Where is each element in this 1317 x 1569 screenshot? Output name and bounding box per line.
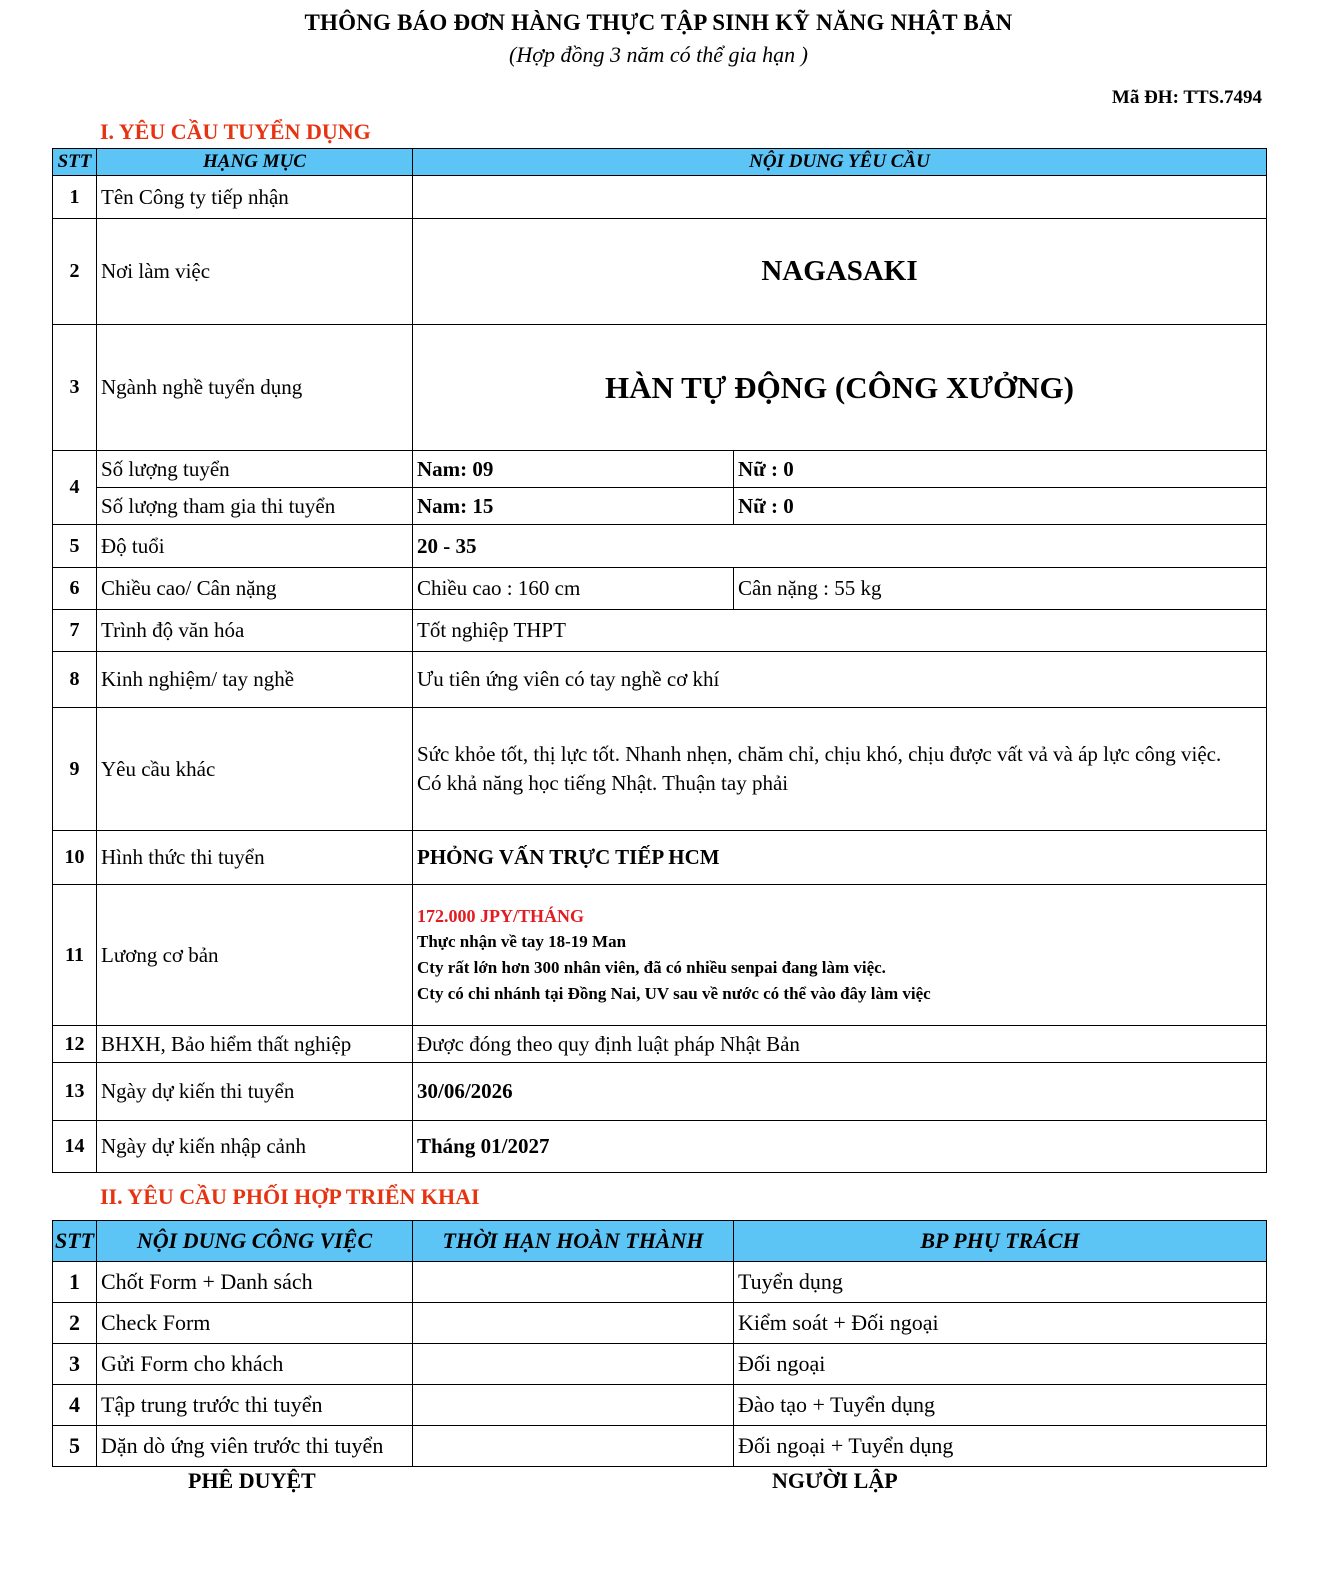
row-label: Ngày dự kiến nhập cảnh bbox=[97, 1121, 413, 1173]
female-count: Nữ : 0 bbox=[734, 451, 1267, 488]
row-number: 4 bbox=[53, 451, 97, 525]
table-row bbox=[53, 1026, 1267, 1063]
row-label: Độ tuổi bbox=[97, 525, 413, 568]
age-range: 20 - 35 bbox=[413, 525, 1267, 568]
task-label: Tập trung trước thi tuyển bbox=[97, 1385, 413, 1426]
table-header-row bbox=[53, 1221, 1267, 1262]
row-label: Tên Công ty tiếp nhận bbox=[97, 176, 413, 219]
creator-signature-label: NGƯỜI LẬP bbox=[772, 1468, 898, 1493]
header-content: NỘI DUNG YÊU CẦU bbox=[413, 149, 1267, 176]
table-row bbox=[53, 1262, 1267, 1303]
row-label: Yêu cầu khác bbox=[97, 708, 413, 831]
task-label: Chốt Form + Danh sách bbox=[97, 1262, 413, 1303]
deadline-cell bbox=[413, 1262, 734, 1303]
salary-line-1: Thực nhận về tay 18-19 Man bbox=[417, 932, 627, 951]
row-label: Trình độ văn hóa bbox=[97, 610, 413, 652]
row-label: BHXH, Bảo hiểm thất nghiệp bbox=[97, 1026, 413, 1063]
row-number: 1 bbox=[53, 176, 97, 219]
header-stt: STT bbox=[53, 1221, 97, 1262]
approval-signature-label: PHÊ DUYỆT bbox=[188, 1468, 316, 1493]
header-deadline: THỜI HẠN HOÀN THÀNH bbox=[413, 1221, 734, 1262]
table-row bbox=[53, 525, 1267, 568]
row-number: 3 bbox=[53, 325, 97, 451]
section-1-heading: I. YÊU CẦU TUYỂN DỤNG bbox=[100, 119, 371, 144]
deadline-cell bbox=[413, 1303, 734, 1344]
dept-cell: Đối ngoại bbox=[734, 1344, 1267, 1385]
work-location: NAGASAKI bbox=[413, 219, 1267, 325]
table-row bbox=[53, 219, 1267, 325]
task-label: Check Form bbox=[97, 1303, 413, 1344]
table-row bbox=[53, 1063, 1267, 1121]
table-row bbox=[53, 1303, 1267, 1344]
requirements-line-2: Có khả năng học tiếng Nhật. Thuận tay phải bbox=[417, 771, 789, 795]
row-number: 4 bbox=[53, 1385, 97, 1426]
row-number: 9 bbox=[53, 708, 97, 831]
table-row bbox=[53, 325, 1267, 451]
row-value bbox=[413, 176, 1267, 219]
deadline-cell bbox=[413, 1426, 734, 1467]
header-task: NỘI DUNG CÔNG VIỆC bbox=[97, 1221, 413, 1262]
dept-cell: Kiểm soát + Đối ngoại bbox=[734, 1303, 1267, 1344]
row-label: Hình thức thi tuyển bbox=[97, 831, 413, 885]
row-number: 10 bbox=[53, 831, 97, 885]
row-number: 1 bbox=[53, 1262, 97, 1303]
task-label: Dặn dò ứng viên trước thi tuyển bbox=[97, 1426, 413, 1467]
table-row bbox=[53, 652, 1267, 708]
table-row bbox=[53, 488, 1267, 525]
table-row bbox=[53, 708, 1267, 831]
salary-details bbox=[413, 885, 1267, 1026]
dept-cell: Đào tạo + Tuyển dụng bbox=[734, 1385, 1267, 1426]
document-title: THÔNG BÁO ĐƠN HÀNG THỰC TẬP SINH KỸ NĂNG NHẬT BẢN bbox=[304, 10, 1013, 35]
row-label: Chiều cao/ Cân nặng bbox=[97, 568, 413, 610]
height-value: Chiều cao : 160 cm bbox=[413, 568, 734, 610]
experience-value: Ưu tiên ứng viên có tay nghề cơ khí bbox=[413, 652, 1267, 708]
table-row bbox=[53, 568, 1267, 610]
requirements-table bbox=[52, 148, 1267, 1173]
table-row bbox=[53, 610, 1267, 652]
requirements-line-1: Sức khỏe tốt, thị lực tốt. Nhanh nhẹn, chăm chỉ, chịu khó, chịu được vất vả và áp lực công việc. bbox=[417, 742, 1222, 766]
section-2-heading: II. YÊU CẦU PHỐI HỢP TRIỂN KHAI bbox=[100, 1184, 480, 1209]
row-number: 8 bbox=[53, 652, 97, 708]
row-number: 6 bbox=[53, 568, 97, 610]
salary-line-2: Cty rất lớn hơn 300 nhân viên, đã có nhiều senpai đang làm việc. bbox=[417, 958, 886, 977]
table-row bbox=[53, 1426, 1267, 1467]
row-label: Kinh nghiệm/ tay nghề bbox=[97, 652, 413, 708]
order-code: Mã ĐH: TTS.7494 bbox=[1111, 87, 1262, 108]
male-exam-count: Nam: 15 bbox=[413, 488, 734, 525]
header-dept: BP PHỤ TRÁCH bbox=[734, 1221, 1267, 1262]
table-row bbox=[53, 1344, 1267, 1385]
table-row bbox=[53, 885, 1267, 1026]
table-row bbox=[53, 176, 1267, 219]
table-row bbox=[53, 1385, 1267, 1426]
row-label: Ngày dự kiến thi tuyển bbox=[97, 1063, 413, 1121]
row-number: 2 bbox=[53, 219, 97, 325]
job-title: HÀN TỰ ĐỘNG (CÔNG XƯỞNG) bbox=[413, 325, 1267, 451]
dept-cell: Đối ngoại + Tuyển dụng bbox=[734, 1426, 1267, 1467]
row-number: 3 bbox=[53, 1344, 97, 1385]
header-stt: STT bbox=[53, 149, 97, 176]
male-count: Nam: 09 bbox=[413, 451, 734, 488]
table-header-row bbox=[53, 149, 1267, 176]
salary-line-3: Cty có chi nhánh tại Đồng Nai, UV sau về nước có thể vào đây làm việc bbox=[417, 984, 931, 1003]
row-number: 5 bbox=[53, 1426, 97, 1467]
row-label: Lương cơ bản bbox=[97, 885, 413, 1026]
dept-cell: Tuyển dụng bbox=[734, 1262, 1267, 1303]
weight-value: Cân nặng : 55 kg bbox=[734, 568, 1267, 610]
female-exam-count: Nữ : 0 bbox=[734, 488, 1267, 525]
row-number: 13 bbox=[53, 1063, 97, 1121]
task-label: Gửi Form cho khách bbox=[97, 1344, 413, 1385]
other-requirements bbox=[413, 708, 1267, 831]
row-number: 2 bbox=[53, 1303, 97, 1344]
insurance-value: Được đóng theo quy định luật pháp Nhật Bản bbox=[413, 1026, 1267, 1063]
table-row bbox=[53, 451, 1267, 488]
row-number: 7 bbox=[53, 610, 97, 652]
deadline-cell bbox=[413, 1344, 734, 1385]
document-subtitle: (Hợp đồng 3 năm có thể gia hạn ) bbox=[509, 42, 808, 67]
table-row bbox=[53, 1121, 1267, 1173]
coordination-table bbox=[52, 1220, 1267, 1467]
row-number: 5 bbox=[53, 525, 97, 568]
row-label: Số lượng tham gia thi tuyển bbox=[97, 488, 413, 525]
header-item: HẠNG MỤC bbox=[97, 149, 413, 176]
exam-date: 30/06/2026 bbox=[413, 1063, 1267, 1121]
row-number: 11 bbox=[53, 885, 97, 1026]
row-label: Nơi làm việc bbox=[97, 219, 413, 325]
row-number: 14 bbox=[53, 1121, 97, 1173]
row-label: Ngành nghề tuyển dụng bbox=[97, 325, 413, 451]
education-value: Tốt nghiệp THPT bbox=[413, 610, 1267, 652]
exam-format: PHỎNG VẤN TRỰC TIẾP HCM bbox=[413, 831, 1267, 885]
entry-date: Tháng 01/2027 bbox=[413, 1121, 1267, 1173]
table-row bbox=[53, 831, 1267, 885]
row-number: 12 bbox=[53, 1026, 97, 1063]
deadline-cell bbox=[413, 1385, 734, 1426]
salary-amount: 172.000 JPY/THÁNG bbox=[417, 906, 585, 926]
row-label: Số lượng tuyển bbox=[97, 451, 413, 488]
